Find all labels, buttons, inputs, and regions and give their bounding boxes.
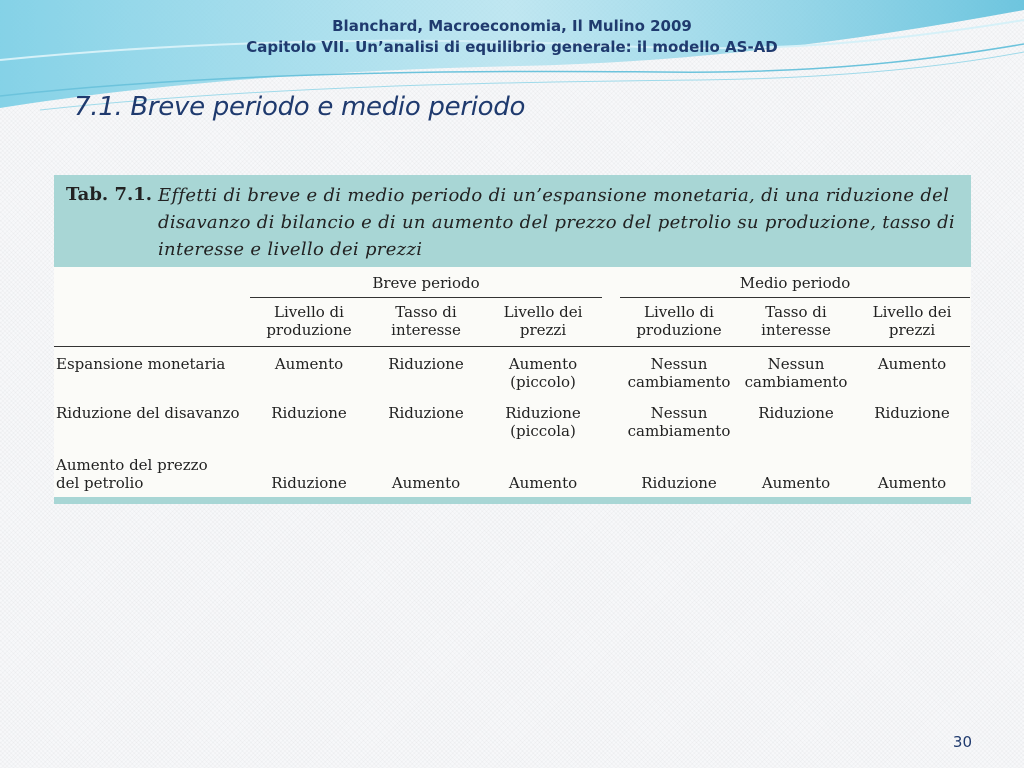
- column-header: Livello di produzione: [636, 303, 722, 339]
- table-cell: Aumento: [391, 474, 461, 492]
- table-cell: Riduzione: [388, 355, 464, 373]
- table-caption: Effetti di breve e di medio periodo di un’espansione monetaria, di una riduzione del disavanzo di bilancio e di un aumento del prezzo del petrolio su produzione, tasso di interesse e livello dei prezzi: [158, 185, 955, 260]
- table-cell: Riduzione: [271, 404, 347, 422]
- table-cell: Nessun cambiamento: [744, 355, 848, 391]
- table-cell: Nessun cambiamento: [627, 355, 731, 391]
- table-cell: Aumento: [877, 474, 947, 492]
- table-cell: Riduzione: [388, 404, 464, 422]
- slide-header: [0, 16, 1024, 58]
- column-header: Tasso di interesse: [761, 303, 831, 339]
- table-cell: Aumento: [877, 355, 947, 373]
- table-cell: Riduzione: [641, 474, 717, 492]
- table-cell: Riduzione: [758, 404, 834, 422]
- table-bottom-band: [54, 497, 971, 504]
- table-cell: Aumento (piccolo): [508, 355, 578, 391]
- column-header: Livello di produzione: [266, 303, 352, 339]
- table-cell: Aumento: [274, 355, 344, 373]
- table-cell: Riduzione (piccola): [505, 404, 581, 440]
- table-cell: Aumento: [508, 474, 578, 492]
- header-rule: [54, 346, 970, 347]
- group-rule-short-run: [250, 297, 602, 298]
- table-cell: Aumento: [761, 474, 831, 492]
- page-number: 30: [952, 733, 972, 751]
- table-cell: Nessun cambiamento: [627, 404, 731, 440]
- row-label: Riduzione del disavanzo: [56, 404, 240, 422]
- group-header-short-run: Breve periodo: [372, 274, 480, 292]
- data-table: [54, 267, 971, 497]
- row-label: Aumento del prezzo del petrolio: [56, 456, 208, 492]
- header-line-2: Capitolo VII. Un’analisi di equilibrio generale: il modello AS-AD: [246, 38, 778, 56]
- column-header: Tasso di interesse: [391, 303, 461, 339]
- table-label: Tab. 7.1.: [66, 184, 153, 205]
- table-figure: [54, 175, 971, 504]
- group-header-medium-run: Medio periodo: [739, 274, 851, 292]
- header-line-1: Blanchard, Macroeconomia, Il Mulino 2009: [332, 17, 692, 35]
- group-rule-medium-run: [620, 297, 970, 298]
- table-cell: Riduzione: [271, 474, 347, 492]
- slide-title: 7.1. Breve periodo e medio periodo: [74, 92, 526, 122]
- table-cell: Riduzione: [874, 404, 950, 422]
- row-label: Espansione monetaria: [56, 355, 226, 373]
- column-header: Livello dei prezzi: [503, 303, 583, 339]
- column-header: Livello dei prezzi: [872, 303, 952, 339]
- table-caption-band: [54, 175, 971, 267]
